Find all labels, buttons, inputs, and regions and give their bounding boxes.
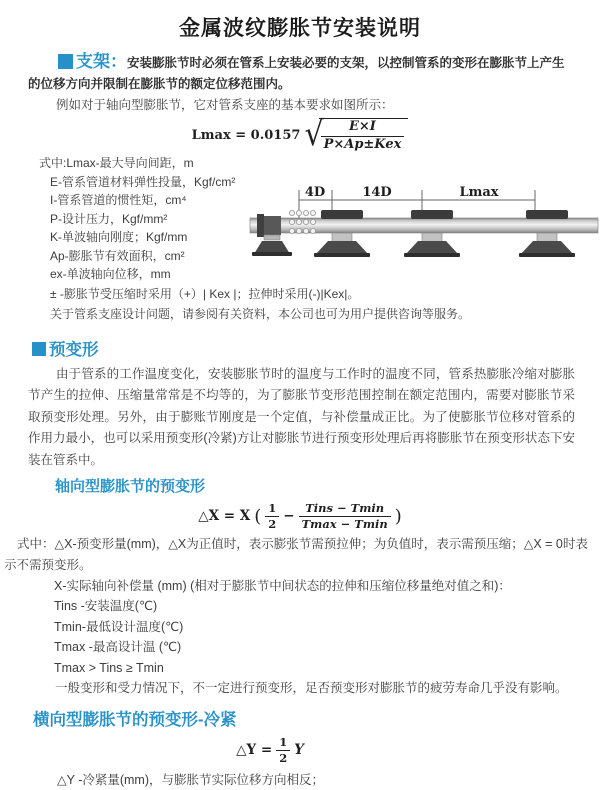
dimension-label-14d: 14D bbox=[362, 185, 392, 201]
open-paren: ( bbox=[254, 505, 262, 527]
definition-line: ex-单波轴向位移，mm bbox=[50, 267, 171, 282]
pipe-support-diagram bbox=[242, 178, 600, 278]
lmax-formula bbox=[0, 114, 600, 155]
fraction-numerator: 1 bbox=[265, 502, 279, 517]
fraction-denominator: P×Ap±Kex bbox=[323, 136, 402, 152]
axial-predeform-formula bbox=[0, 502, 600, 531]
support-heading-label: 支架： bbox=[76, 52, 127, 71]
definition-line: K-单波轴向刚度；Kgf/mm bbox=[50, 230, 188, 245]
radical-sign-icon: √ bbox=[304, 114, 324, 155]
definition-line: Ap-膨胀节有效面积，cm² bbox=[50, 248, 185, 263]
example-line: 例如对于轴向型膨胀节，它对管系支座的基本要求如图所示： bbox=[56, 98, 394, 112]
support-intro bbox=[28, 51, 576, 95]
formula-lhs: △Y = bbox=[236, 742, 273, 759]
close-paren: ) bbox=[394, 505, 402, 527]
pipe-guide-support bbox=[519, 210, 575, 257]
support-section-heading bbox=[58, 52, 127, 71]
fraction-denominator: 2 bbox=[279, 751, 288, 766]
definition-line: E-管系管道材料弹性投量，Kgf/cm² bbox=[50, 174, 236, 189]
cold-tightening-note: △Y -冷紧量(mm)，与膨胀节实际位移方向相反； bbox=[57, 773, 325, 788]
document-page bbox=[0, 12, 600, 788]
formula-rhs: Y bbox=[294, 742, 304, 759]
section-bullet-icon bbox=[58, 54, 73, 69]
temperature-fraction bbox=[299, 502, 391, 531]
fraction-numerator: E×I bbox=[321, 120, 405, 137]
half-fraction bbox=[265, 502, 279, 531]
note-line: Tins -安装温度(℃) bbox=[54, 599, 158, 614]
predeform-section-heading bbox=[32, 336, 600, 360]
lateral-predeform-formula bbox=[0, 736, 600, 765]
support-intro-text: 安装膨胀节时必须在管系上安装必要的支架，以控制管系的变形在膨胀节上产生的位移方向并限制在膨胀节的额定位移范围内。 bbox=[28, 56, 565, 91]
consulting-note: 关于管系支座设计问题，请参阅有关资料，本公司也可为用户提供咨询等服务。 bbox=[50, 307, 471, 322]
note-line: X-实际轴向补偿量 (mm) (相对于膨胀节中间状态的拉伸和压缩位移量绝对值之和)： bbox=[54, 578, 511, 593]
definition-line: 式中:Lmax-最大导向间距，m bbox=[39, 156, 194, 171]
definition-line: I-管系管道的惯性矩，cm⁴ bbox=[50, 193, 187, 208]
formula-lhs: △X = X bbox=[198, 507, 251, 524]
predeform-heading-label: 预变形 bbox=[49, 340, 99, 359]
note-line: Tmax > Tins ≥ Tmin bbox=[54, 660, 164, 675]
page-title: 金属波纹膨胀节安装说明 bbox=[179, 17, 421, 40]
minus-operator: − bbox=[283, 507, 295, 524]
lateral-predeform-heading: 横向型膨胀节的预变形-冷紧 bbox=[33, 711, 237, 730]
note-line: Tmin-最低设计温度(℃) bbox=[54, 619, 184, 634]
formula-lhs: Lmax = 0.0157 bbox=[191, 127, 301, 143]
predeform-paragraph: 由于管系的工作温度变化，安装膨胀节时的温度与工作时的温度不同，管系热膨胀冷缩对膨胀节产生的拉伸、压缩量常常是不均等的，为了膨胀节变形范围控制在额定范围内，需要对膨胀节采取预变形处理。另外，由于膨账节刚度是一个定值，与补偿量成正比。为了使膨胀节位移对管系的作用力最小，也可以采用预变形(冷紧)方让对膨胀节进行预变形处理后再将膨胀节在预变形状态下安装在管系中。 bbox=[28, 366, 575, 467]
sqrt-expression bbox=[304, 114, 408, 155]
pipe-guide-support bbox=[314, 210, 370, 257]
definition-line: ± -膨胀节受压缩时采用（+）| Kex |；拉伸时采用(-)|Kex|。 bbox=[50, 286, 360, 301]
axial-predeform-heading: 轴向型膨胀节的预变形 bbox=[55, 478, 206, 496]
half-fraction bbox=[276, 736, 290, 765]
fraction-numerator: Tins − Tmin bbox=[299, 502, 391, 517]
fraction-denominator: 2 bbox=[268, 516, 277, 531]
note-line: 式中：△X-预变形量(mm)，△X为正值时，表示膨张节需预拉伸；为负值时，表示需预压缩；△X = 0时表示不需预变形。 bbox=[4, 536, 588, 572]
section-bullet-icon bbox=[32, 342, 46, 356]
dimension-label-4d: 4D bbox=[304, 185, 326, 201]
fraction-denominator: Tmax − Tmin bbox=[301, 516, 388, 531]
note-line: Tmax -最高设计温 (℃) bbox=[54, 640, 182, 655]
formula-definitions bbox=[39, 154, 600, 325]
note-line: 一般变形和受力情况下，不一定进行预变形，足否预变形对膨胀节的疲劳寿命几乎没有影响。 bbox=[55, 681, 568, 696]
fraction-numerator: 1 bbox=[276, 736, 290, 751]
pipe bbox=[250, 218, 598, 233]
pipe-guide-support bbox=[404, 210, 460, 257]
definition-line: P-设计压力，Kgf/mm² bbox=[50, 211, 168, 226]
dimension-label-lmax: Lmax bbox=[459, 185, 499, 201]
